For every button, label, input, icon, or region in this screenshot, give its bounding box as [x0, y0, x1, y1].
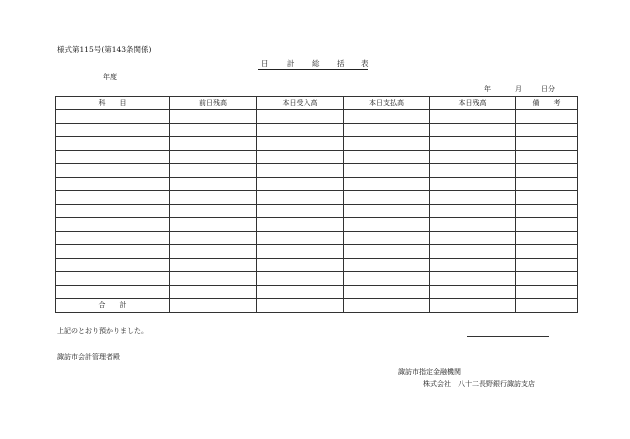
signature-line: [467, 336, 549, 337]
table-header-row: [56, 97, 578, 110]
table-cell[interactable]: [516, 137, 578, 151]
table-cell[interactable]: [516, 218, 578, 232]
table-cell[interactable]: [430, 164, 516, 178]
table-cell[interactable]: [430, 285, 516, 299]
table-cell[interactable]: [430, 231, 516, 245]
table-row: [56, 272, 578, 286]
table-cell[interactable]: [344, 164, 430, 178]
table-row: [56, 231, 578, 245]
table-cell[interactable]: [344, 191, 430, 205]
table-cell[interactable]: [257, 258, 344, 272]
table-cell[interactable]: [257, 191, 344, 205]
table-cell[interactable]: [56, 110, 170, 124]
title-char: 日: [261, 59, 269, 68]
table-cell[interactable]: [344, 110, 430, 124]
col-header-payments: 本日支払高: [344, 97, 430, 110]
total-cell[interactable]: [257, 299, 344, 313]
col-header-previous-balance: 前日残高: [170, 97, 257, 110]
table-cell[interactable]: [170, 272, 257, 286]
table-cell[interactable]: [344, 285, 430, 299]
bank-designation: 諏訪市指定金融機関: [398, 368, 461, 376]
table-cell[interactable]: [430, 258, 516, 272]
table-cell[interactable]: [257, 177, 344, 191]
table-cell[interactable]: [56, 137, 170, 151]
table-cell[interactable]: [56, 245, 170, 259]
col-header-account: 科 目: [56, 97, 170, 110]
table-cell[interactable]: [257, 150, 344, 164]
table-row: [56, 191, 578, 205]
bank-name: 株式会社 八十二長野銀行諏訪支店: [423, 380, 535, 388]
table-cell[interactable]: [430, 218, 516, 232]
total-cell[interactable]: [170, 299, 257, 313]
table-cell[interactable]: [516, 164, 578, 178]
table-cell[interactable]: [344, 272, 430, 286]
table-cell[interactable]: [516, 258, 578, 272]
table-cell[interactable]: [170, 164, 257, 178]
col-header-receipts: 本日受入高: [257, 97, 344, 110]
table-cell[interactable]: [430, 123, 516, 137]
table-cell[interactable]: [344, 204, 430, 218]
table-cell[interactable]: [516, 204, 578, 218]
table-cell[interactable]: [516, 177, 578, 191]
table-cell[interactable]: [170, 285, 257, 299]
table-cell[interactable]: [430, 110, 516, 124]
title-char: 括: [337, 59, 345, 68]
table-cell[interactable]: [170, 231, 257, 245]
date-day-label: 日分: [541, 85, 555, 93]
table-cell[interactable]: [257, 218, 344, 232]
title-char: 表: [361, 59, 369, 68]
table-cell[interactable]: [56, 231, 170, 245]
table-cell[interactable]: [430, 204, 516, 218]
table-row: [56, 177, 578, 191]
table-cell[interactable]: [344, 177, 430, 191]
total-cell[interactable]: [516, 299, 578, 313]
table-cell[interactable]: [257, 110, 344, 124]
table-cell[interactable]: [170, 258, 257, 272]
table-cell[interactable]: [344, 123, 430, 137]
table-cell[interactable]: [170, 218, 257, 232]
table-cell[interactable]: [516, 191, 578, 205]
table-cell[interactable]: [430, 191, 516, 205]
form-number: 様式第115号(第143条関係): [57, 45, 152, 54]
table-cell[interactable]: [257, 245, 344, 259]
total-cell[interactable]: [344, 299, 430, 313]
table-cell[interactable]: [170, 150, 257, 164]
table-cell[interactable]: [516, 285, 578, 299]
table-row: [56, 150, 578, 164]
table-cell[interactable]: [56, 123, 170, 137]
table-cell[interactable]: [516, 231, 578, 245]
table-cell[interactable]: [516, 272, 578, 286]
total-cell[interactable]: [430, 299, 516, 313]
table-cell[interactable]: [170, 245, 257, 259]
table-cell[interactable]: [344, 258, 430, 272]
table-cell[interactable]: [257, 285, 344, 299]
table-cell[interactable]: [170, 204, 257, 218]
table-cell[interactable]: [344, 218, 430, 232]
table-cell[interactable]: [170, 123, 257, 137]
table-cell[interactable]: [344, 245, 430, 259]
table-row: [56, 285, 578, 299]
table-cell[interactable]: [257, 204, 344, 218]
table-cell[interactable]: [430, 150, 516, 164]
receipt-note: 上記のとおり預かりました。: [57, 327, 148, 335]
table-cell[interactable]: [516, 150, 578, 164]
table-cell[interactable]: [344, 137, 430, 151]
table-cell[interactable]: [344, 231, 430, 245]
table-cell[interactable]: [516, 245, 578, 259]
col-header-balance: 本日残高: [430, 97, 516, 110]
table-cell[interactable]: [56, 204, 170, 218]
table-cell[interactable]: [516, 123, 578, 137]
table-cell[interactable]: [170, 110, 257, 124]
table-row: [56, 123, 578, 137]
table-cell[interactable]: [257, 272, 344, 286]
table-cell[interactable]: [257, 137, 344, 151]
table-row: [56, 258, 578, 272]
table-cell[interactable]: [56, 218, 170, 232]
table-cell[interactable]: [56, 258, 170, 272]
table-cell[interactable]: [56, 177, 170, 191]
table-cell[interactable]: [56, 150, 170, 164]
title-char: 総: [312, 59, 320, 68]
total-label: 合 計: [56, 299, 170, 313]
col-header-remarks: 備 考: [516, 97, 578, 110]
table-cell[interactable]: [170, 137, 257, 151]
title-underline: [258, 69, 368, 70]
table-row: [56, 110, 578, 124]
addressee: 諏訪市会計管理者殿: [57, 353, 120, 361]
table-cell[interactable]: [430, 272, 516, 286]
table-cell[interactable]: [430, 137, 516, 151]
table-cell[interactable]: [56, 191, 170, 205]
title-char: 計: [287, 59, 295, 68]
table-cell[interactable]: [257, 164, 344, 178]
table-cell[interactable]: [430, 245, 516, 259]
table-row: [56, 245, 578, 259]
table-row: [56, 204, 578, 218]
table-cell[interactable]: [257, 231, 344, 245]
table-cell[interactable]: [516, 110, 578, 124]
fiscal-year-label: 年度: [103, 73, 117, 81]
table-cell[interactable]: [56, 272, 170, 286]
date-month-label: 月: [515, 85, 522, 93]
date-year-label: 年: [484, 85, 491, 93]
summary-table: [55, 96, 578, 313]
table-row: [56, 137, 578, 151]
table-cell[interactable]: [56, 285, 170, 299]
table-cell[interactable]: [257, 123, 344, 137]
total-row: [56, 299, 578, 313]
table-row: [56, 218, 578, 232]
table-row: [56, 164, 578, 178]
table-cell[interactable]: [170, 177, 257, 191]
table-cell[interactable]: [430, 177, 516, 191]
table-cell[interactable]: [170, 191, 257, 205]
table-cell[interactable]: [344, 150, 430, 164]
table-cell[interactable]: [56, 164, 170, 178]
